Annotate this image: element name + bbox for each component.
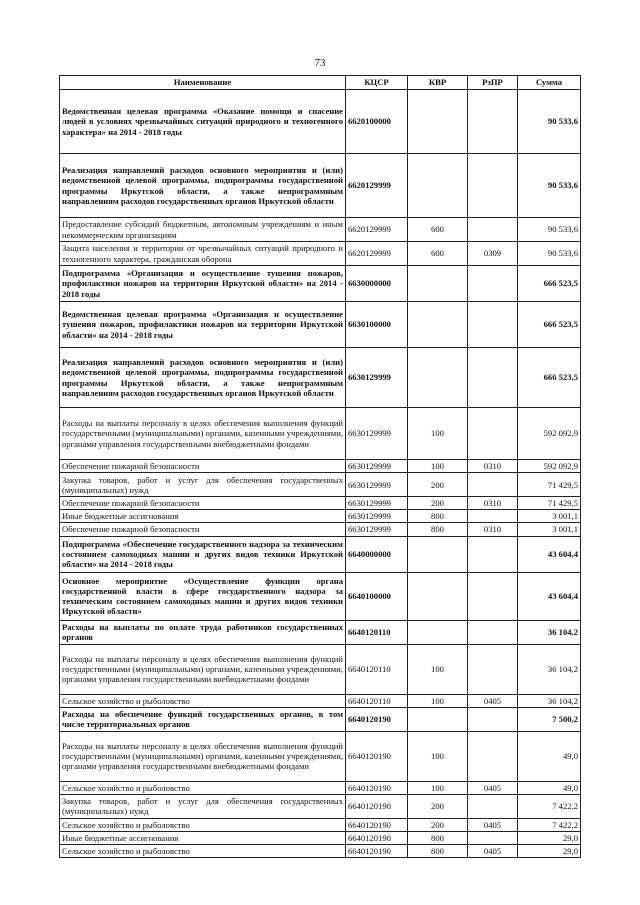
table-row	[60, 348, 581, 408]
row-sum-cell: 3 001,1	[518, 510, 581, 523]
row-kvr-cell: 600	[408, 218, 468, 242]
row-kcsr-cell: 6630129999	[346, 497, 408, 510]
row-sum-cell: 592 092,9	[518, 460, 581, 473]
row-sum-cell: 71 429,5	[518, 473, 581, 497]
row-kcsr-cell: 6640120190	[346, 731, 408, 781]
row-sum-cell: 666 523,5	[518, 348, 581, 408]
row-kcsr-cell: 6630129999	[346, 510, 408, 523]
row-sum-cell: 7 500,2	[518, 707, 581, 731]
row-kvr-cell: 200	[408, 473, 468, 497]
row-rzpr-cell	[468, 302, 518, 348]
row-kvr-cell: 600	[408, 242, 468, 266]
row-kcsr-cell: 6640120190	[346, 781, 408, 794]
row-sum-cell: 49,0	[518, 731, 581, 781]
table-row	[60, 302, 581, 348]
row-name-cell: Предоставление субсидий бюджетным, автономным учреждениям и иным некоммерческим организациям	[60, 218, 346, 242]
row-sum-cell: 36 104,2	[518, 694, 581, 707]
budget-table	[59, 75, 581, 858]
row-rzpr-cell	[468, 794, 518, 818]
row-sum-cell: 7 422,2	[518, 794, 581, 818]
row-kcsr-cell: 6640000000	[346, 536, 408, 572]
page-number: 73	[314, 57, 326, 69]
row-sum-cell: 43 604,4	[518, 572, 581, 620]
row-kcsr-cell: 6620129999	[346, 218, 408, 242]
row-sum-cell: 43 604,4	[518, 536, 581, 572]
table-body	[60, 90, 581, 858]
row-sum-cell: 7 422,2	[518, 818, 581, 831]
table-row	[60, 707, 581, 731]
row-kcsr-cell: 6630100000	[346, 302, 408, 348]
row-rzpr-cell	[468, 536, 518, 572]
table-row	[60, 694, 581, 707]
row-rzpr-cell	[468, 831, 518, 844]
table-row	[60, 794, 581, 818]
row-kvr-cell: 100	[408, 408, 468, 460]
table-row	[60, 218, 581, 242]
table-row	[60, 266, 581, 302]
row-name-cell: Защита населения и территории от чрезвычайных ситуаций природного и техногенного характера, гражданская оборона	[60, 242, 346, 266]
column-header-rzpr: РзПР	[468, 76, 518, 90]
row-name-cell: Иные бюджетные ассигнования	[60, 831, 346, 844]
row-kvr-cell	[408, 154, 468, 218]
row-rzpr-cell	[468, 154, 518, 218]
row-sum-cell: 36 104,2	[518, 644, 581, 694]
row-kcsr-cell: 6630129999	[346, 408, 408, 460]
row-sum-cell: 90 533,6	[518, 90, 581, 154]
row-rzpr-cell: 0310	[468, 523, 518, 536]
row-sum-cell: 71 429,5	[518, 497, 581, 510]
row-kvr-cell	[408, 348, 468, 408]
row-rzpr-cell: 0405	[468, 781, 518, 794]
table-row	[60, 845, 581, 858]
column-header-kcsr: КЦСР	[346, 76, 408, 90]
row-kvr-cell	[408, 302, 468, 348]
row-kcsr-cell: 6640120190	[346, 845, 408, 858]
row-kvr-cell: 800	[408, 523, 468, 536]
row-kvr-cell: 800	[408, 845, 468, 858]
row-name-cell: Сельское хозяйство и рыболовство	[60, 818, 346, 831]
row-kcsr-cell: 6630129999	[346, 473, 408, 497]
row-name-cell: Обеспечение пожарной безопасности	[60, 460, 346, 473]
row-name-cell: Расходы на выплаты персоналу в целях обеспечения выполнения функций государственными (муниципальными) органами, казенными учреждениями, органами управления государственными внебюджетными фондами	[60, 731, 346, 781]
row-name-cell: Реализация направлений расходов основного мероприятия и (или) ведомственной целевой программы, подпрограммы государственной программы Иркутской области, а также непрограммным направлениям расходов государственных органов Иркутской области	[60, 348, 346, 408]
row-kcsr-cell: 6620100000	[346, 90, 408, 154]
row-name-cell: Сельское хозяйство и рыболовство	[60, 845, 346, 858]
row-sum-cell: 29,0	[518, 831, 581, 844]
row-rzpr-cell: 0310	[468, 497, 518, 510]
row-kvr-cell: 100	[408, 731, 468, 781]
table-row	[60, 510, 581, 523]
row-kcsr-cell: 6620129999	[346, 154, 408, 218]
row-rzpr-cell	[468, 266, 518, 302]
table-row	[60, 408, 581, 460]
row-name-cell: Обеспечение пожарной безопасности	[60, 497, 346, 510]
row-rzpr-cell	[468, 707, 518, 731]
row-kcsr-cell: 6640120190	[346, 707, 408, 731]
row-sum-cell: 666 523,5	[518, 266, 581, 302]
table-row	[60, 154, 581, 218]
row-rzpr-cell: 0310	[468, 460, 518, 473]
row-name-cell: Реализация направлений расходов основного мероприятия и (или) ведомственной целевой программы, подпрограммы государственной программы Иркутской области, а также непрограммным направлениям расходов государственных органов Иркутской области	[60, 154, 346, 218]
table-row	[60, 473, 581, 497]
table-header-row	[60, 76, 581, 90]
table-row	[60, 781, 581, 794]
row-kvr-cell	[408, 536, 468, 572]
row-kcsr-cell: 6630000000	[346, 266, 408, 302]
row-rzpr-cell: 0405	[468, 694, 518, 707]
row-rzpr-cell: 0405	[468, 818, 518, 831]
row-kcsr-cell: 6640120190	[346, 794, 408, 818]
row-kvr-cell	[408, 266, 468, 302]
row-rzpr-cell	[468, 644, 518, 694]
row-sum-cell: 49,0	[518, 781, 581, 794]
table-row	[60, 831, 581, 844]
row-sum-cell: 3 001,1	[518, 523, 581, 536]
row-rzpr-cell	[468, 218, 518, 242]
row-kcsr-cell: 6630129999	[346, 348, 408, 408]
row-name-cell: Сельское хозяйство и рыболовство	[60, 781, 346, 794]
row-kvr-cell	[408, 90, 468, 154]
row-sum-cell: 36 104,2	[518, 620, 581, 644]
row-rzpr-cell	[468, 731, 518, 781]
column-header-sum: Сумма	[518, 76, 581, 90]
table-row	[60, 572, 581, 620]
row-sum-cell: 592 092,9	[518, 408, 581, 460]
table-row	[60, 536, 581, 572]
table-row	[60, 460, 581, 473]
row-kvr-cell: 100	[408, 460, 468, 473]
column-header-name: Наименование	[60, 76, 346, 90]
row-name-cell: Расходы на выплаты персоналу в целях обеспечения выполнения функций государственными (муниципальными) органами, казенными учреждениями, органами управления государственными внебюджетными фондами	[60, 408, 346, 460]
row-kvr-cell: 800	[408, 510, 468, 523]
row-name-cell: Расходы на выплаты персоналу в целях обеспечения выполнения функций государственными (муниципальными) органами, казенными учреждениями, органами управления государственными внебюджетными фондами	[60, 644, 346, 694]
row-name-cell: Закупка товаров, работ и услуг для обеспечения государственных (муниципальных) нужд	[60, 473, 346, 497]
row-rzpr-cell	[468, 408, 518, 460]
row-kcsr-cell: 6640120190	[346, 831, 408, 844]
row-name-cell: Основное мероприятие «Осуществление функции органа государственной власти в сфере государственного надзора за техническим состоянием самоходных машин и других видов техники Иркутской области»	[60, 572, 346, 620]
row-kcsr-cell: 6620129999	[346, 242, 408, 266]
row-sum-cell: 90 533,6	[518, 218, 581, 242]
row-name-cell: Расходы на выплаты по оплате труда работников государственных органов	[60, 620, 346, 644]
table-row	[60, 497, 581, 510]
row-kcsr-cell: 6640120190	[346, 818, 408, 831]
row-kcsr-cell: 6640120110	[346, 620, 408, 644]
row-kcsr-cell: 6640120110	[346, 644, 408, 694]
row-name-cell: Сельское хозяйство и рыболовство	[60, 694, 346, 707]
row-rzpr-cell: 0405	[468, 845, 518, 858]
table-row	[60, 523, 581, 536]
row-rzpr-cell	[468, 572, 518, 620]
table-row	[60, 620, 581, 644]
row-name-cell: Подпрограмма «Организация и осуществление тушения пожаров, профилактики пожаров на территории Иркутской области» на 2014 - 2018 годы	[60, 266, 346, 302]
row-kcsr-cell: 6630129999	[346, 460, 408, 473]
row-kcsr-cell: 6640120110	[346, 694, 408, 707]
row-rzpr-cell: 0309	[468, 242, 518, 266]
row-rzpr-cell	[468, 90, 518, 154]
row-sum-cell: 90 533,6	[518, 154, 581, 218]
row-kvr-cell: 100	[408, 781, 468, 794]
table-row	[60, 644, 581, 694]
row-name-cell: Обеспечение пожарной безопасности	[60, 523, 346, 536]
row-kvr-cell	[408, 620, 468, 644]
table-row	[60, 731, 581, 781]
row-kvr-cell: 200	[408, 818, 468, 831]
row-name-cell: Ведомственная целевая программа «Организация и осуществление тушения пожаров, профилактики пожаров на территории Иркутской области» на 2014 - 2018 годы	[60, 302, 346, 348]
table-row	[60, 818, 581, 831]
table-row	[60, 90, 581, 154]
row-kcsr-cell: 6630129999	[346, 523, 408, 536]
row-sum-cell: 90 533,6	[518, 242, 581, 266]
row-kvr-cell: 100	[408, 644, 468, 694]
column-header-kvr: КВР	[408, 76, 468, 90]
row-kvr-cell: 100	[408, 694, 468, 707]
table-row	[60, 242, 581, 266]
row-name-cell: Закупка товаров, работ и услуг для обеспечения государственных (муниципальных) нужд	[60, 794, 346, 818]
row-name-cell: Ведомственная целевая программа «Оказание помощи и спасение людей в условиях чрезвычайных ситуаций природного и техногенного характера» на 2014 - 2018 годы	[60, 90, 346, 154]
row-name-cell: Подпрограмма «Обеспечение государственного надзора за техническим состоянием самоходных машин и других видов техники Иркутской области» на 2014 - 2018 годы	[60, 536, 346, 572]
row-rzpr-cell	[468, 620, 518, 644]
row-rzpr-cell	[468, 510, 518, 523]
row-kvr-cell: 200	[408, 497, 468, 510]
row-rzpr-cell	[468, 473, 518, 497]
row-rzpr-cell	[468, 348, 518, 408]
row-name-cell: Расходы на обеспечение функций государственных органов, в том числе территориальных органов	[60, 707, 346, 731]
row-kvr-cell	[408, 707, 468, 731]
row-name-cell: Иные бюджетные ассигнования	[60, 510, 346, 523]
row-kvr-cell: 200	[408, 794, 468, 818]
row-kvr-cell	[408, 572, 468, 620]
row-kcsr-cell: 6640100000	[346, 572, 408, 620]
row-sum-cell: 666 523,5	[518, 302, 581, 348]
row-sum-cell: 29,0	[518, 845, 581, 858]
row-kvr-cell: 800	[408, 831, 468, 844]
